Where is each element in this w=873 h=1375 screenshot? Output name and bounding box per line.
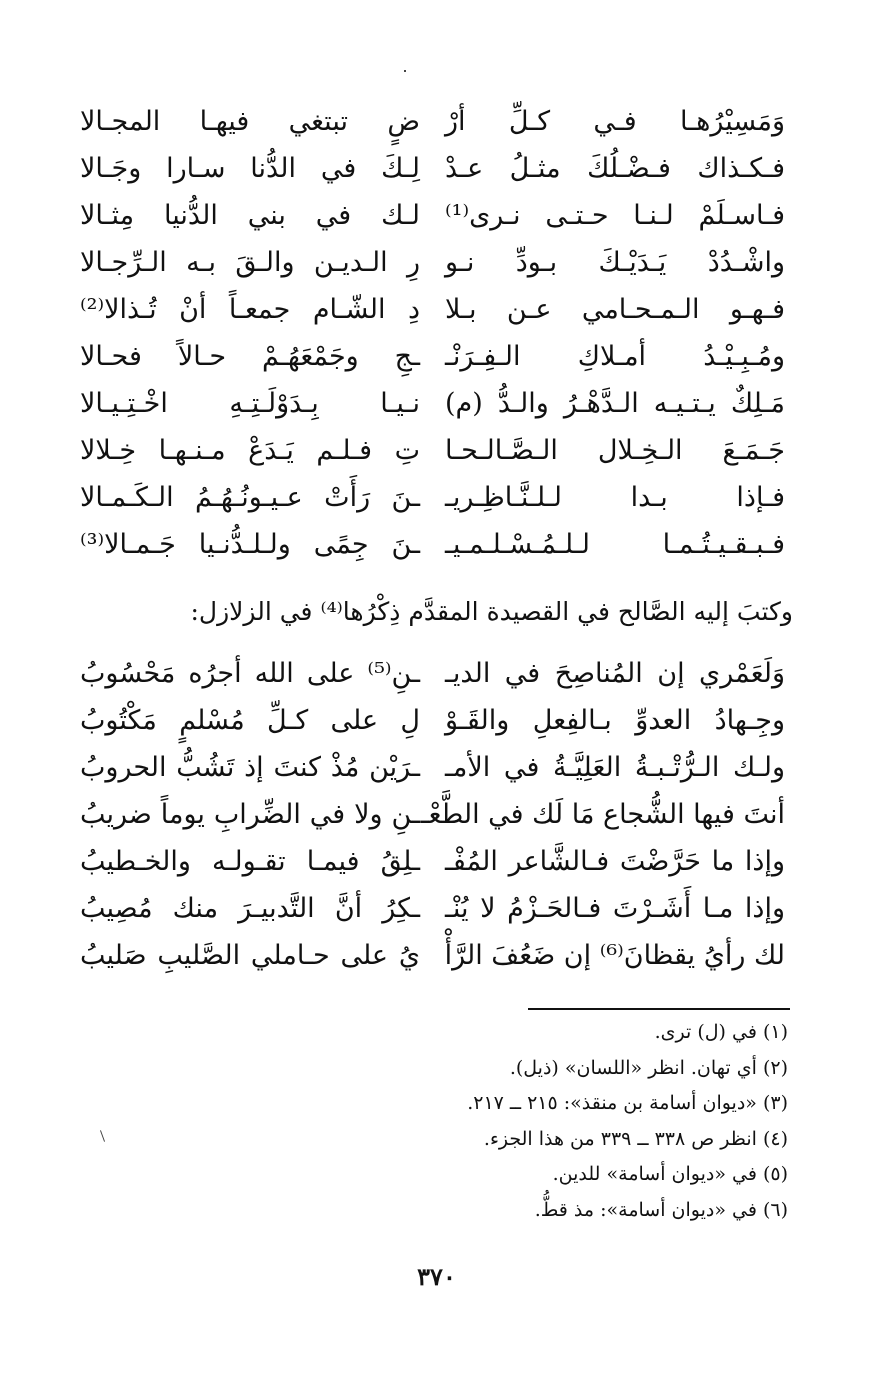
verse-second-hemistich: تِ فـلـم يَـدَعْ مـنـهـا خِـلالا <box>80 435 420 466</box>
verse-first-hemistich: وإذا مـا أَشَـرْتَ فـالحَـزْمُ لا يُنْـ <box>445 893 785 924</box>
verse-first-hemistich: مَـلِكٌ يـتـيـه الـدَّهْـرُ والـدُّ (م) <box>445 388 785 419</box>
footnote: (٥) في «ديوان أسامة» للدين. <box>552 1163 788 1185</box>
verse-line <box>70 932 800 979</box>
verse-line <box>70 838 800 885</box>
verse-line <box>70 333 800 380</box>
verse-second-hemistich: ـرَيْن مُذْ كنتَ إذ تَشُبُّ الحروبُ <box>80 752 420 783</box>
verse-line <box>70 380 800 427</box>
footnote: (٤) انظر ص ٣٣٨ ــ ٣٣٩ من هذا الجزء. <box>483 1127 788 1150</box>
verse-second-hemistich: ـلِقُ فيمـا تقـولـه والخـطيبُ <box>80 846 420 877</box>
verse-second-hemistich: ضٍ تبتغي فيهـا المجـالا <box>80 106 420 137</box>
verse-first-hemistich: فـاسـلَمْ لـنـا حـتـى نـرى⁽¹⁾ <box>445 200 785 231</box>
verse-second-hemistich: دِ الشّـام جمعـاً أنْ تُـذالا⁽²⁾ <box>80 294 420 325</box>
verse-line <box>70 885 800 932</box>
verse-line <box>70 697 800 744</box>
poem-first-section <box>70 98 800 568</box>
verse-first-hemistich: وَمَسِيْرُهـا فـي كـلِّ أرْ <box>445 106 785 137</box>
verse-line <box>70 145 800 192</box>
verse-first-hemistich: فـكـذاك فـضْـلُكَ مثـلُ عـدْ <box>445 153 785 184</box>
verse-first-hemistich: فـهـو الـمـحـامي عـن بـلا <box>445 294 785 325</box>
verse-second-hemistich: ـنِ ولا في الضِّرابِ يوماً ضريبُ <box>80 799 420 830</box>
verse-line <box>70 98 800 145</box>
verse-line <box>70 286 800 333</box>
footnote-separator <box>528 1008 790 1010</box>
verse-line <box>70 791 800 838</box>
footnote: (٦) في «ديوان أسامة»: مذ قطُّ. <box>534 1198 788 1221</box>
verse-second-hemistich: ـنَ جِمًى ولـلـدُّنـيا جَـمـالا⁽³⁾ <box>80 529 420 560</box>
verse-second-hemistich: يُ على حـاملي الصَّليبِ صَليبُ <box>80 940 420 971</box>
footnote: (٢) أي تهان. انظر «اللسان» (ذيل). <box>509 1056 788 1079</box>
verse-first-hemistich: ومُـبِـيْـدُ أمـلاكِ الـفِـرَنْـ <box>445 341 785 372</box>
page-number: ٣٧٠ <box>417 1262 456 1291</box>
verse-line <box>70 192 800 239</box>
poem-second-section <box>70 650 800 979</box>
verse-first-hemistich: فـإذا بـدا لـلـنَّـاظِـريـ <box>445 482 785 513</box>
introductory-prose-line: وكتبَ إليه الصَّالح في القصيدة المقدَّم ذِكْرُها⁽⁴⁾ في الزلازل: <box>190 597 793 626</box>
verse-line <box>70 239 800 286</box>
verse-first-hemistich: وإذا ما حَرَّضْتَ فـالشَّاعر المُفْـ <box>445 846 785 877</box>
verse-second-hemistich: ـنَ رَأَتْ عـيـونُـهُـمُ الـكَـمـالا <box>80 482 420 513</box>
verse-second-hemistich: ـجِ وجَمْعَهُـمْ حـالاً فحـالا <box>80 341 420 372</box>
verse-line <box>70 474 800 521</box>
verse-line <box>70 650 800 697</box>
footnote: (١) في (ل) ترى. <box>654 1021 788 1043</box>
verse-line <box>70 427 800 474</box>
verse-second-hemistich: ـكِرُ أنَّ التَّدبيـرَ منك مُصِيبُ <box>80 893 420 924</box>
verse-second-hemistich: نـيـا بِـدَوْلَـتِـهِ اخْـتِـيـالا <box>80 388 420 419</box>
verse-first-hemistich: وَلَعَمْري إن المُناصِحَ في الديـ <box>445 658 785 689</box>
verse-first-hemistich: ولـك الـرُّتْـبـةُ العَلِيَّـةُ في الأمـ <box>445 752 785 783</box>
verse-second-hemistich: لـك في بني الدُّنيا مِثـالا <box>80 200 420 231</box>
verse-line <box>70 744 800 791</box>
footnote: (٣) «ديوان أسامة بن منقذ»: ٢١٥ ــ ٢١٧. <box>467 1092 788 1114</box>
verse-first-hemistich: فـبـقـيـتُـمـا لـلـمُـسْـلـمـيـ <box>445 529 785 560</box>
verse-second-hemistich: لِـكَ في الدُّنا سـارا وجَـالا <box>80 153 420 184</box>
verse-first-hemistich: أنتَ فيها الشُّجاع مَا لَك في الطَّعْـ <box>420 799 785 830</box>
verse-second-hemistich: رِ الـديـن والـقَ بـه الـرِّجـالا <box>80 247 420 278</box>
verse-first-hemistich: جَـمَـعَ الـخِـلال الـصَّـالـحـا <box>445 435 785 466</box>
footnotes <box>88 1015 788 1228</box>
verse-first-hemistich: لك رأيُ يقظانَ⁽⁶⁾ إن ضَعُفَ الرَّأْ <box>444 940 785 971</box>
verse-first-hemistich: وجِـهادُ العدوِّ بـالفِعلِ والقَـوْ <box>445 705 785 736</box>
verse-line <box>70 521 800 568</box>
verse-second-hemistich: ـنِ⁽⁵⁾ على الله أجرُه مَحْسُوبُ <box>80 658 420 689</box>
verse-first-hemistich: واشْـدُدْ يَـدَيْـكَ بـودِّ نـو <box>445 247 785 278</box>
scan-speck <box>404 70 406 72</box>
verse-second-hemistich: لِ على كـلِّ مُسْلمٍ مَكْتُوبُ <box>80 705 420 736</box>
